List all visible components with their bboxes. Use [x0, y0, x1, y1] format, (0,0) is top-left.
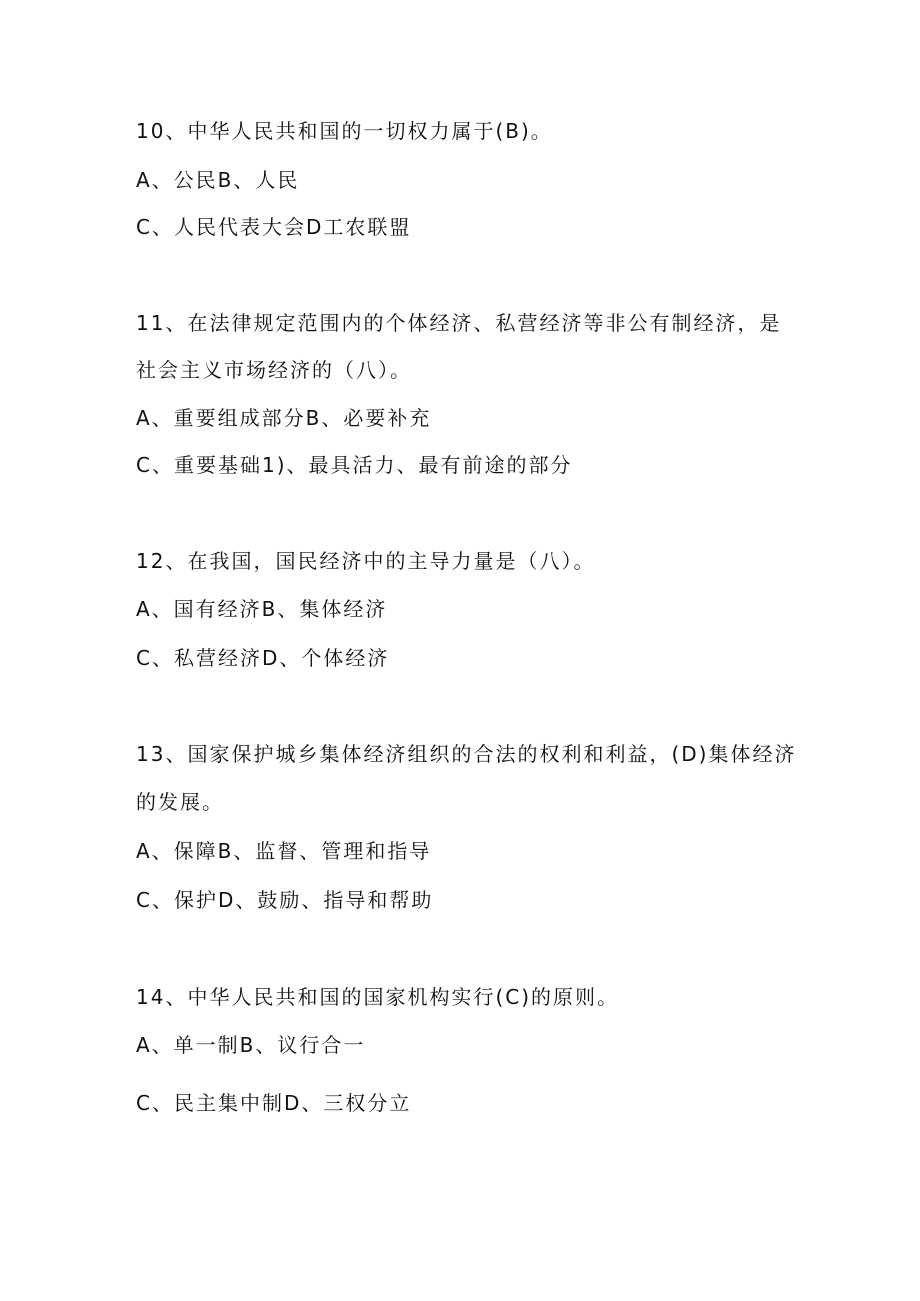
question-12-option-cd: C、私营经济D、个体经济	[136, 646, 390, 670]
question-10-stem: 10、中华人民共和国的一切权力属于(B)。	[136, 119, 553, 143]
question-10-option-ab: A、公民B、人民	[136, 168, 300, 192]
question-14-stem: 14、中华人民共和国的国家机构实行(C)的原则。	[136, 985, 620, 1009]
question-13-option-cd: C、保护D、鼓励、指导和帮助	[136, 888, 434, 912]
question-12-stem: 12、在我国，国民经济中的主导力量是（八）。	[136, 549, 596, 573]
question-14-option-cd: C、民主集中制D、三权分立	[136, 1091, 412, 1115]
question-11-stem-line-2: 社会主义市场经济的（八）。	[136, 358, 412, 382]
question-11-option-cd: C、重要基础1)、最具活力、最有前途的部分	[136, 453, 573, 477]
question-11-option-ab: A、重要组成部分B、必要补充	[136, 406, 432, 430]
question-13-stem-line-1: 13、国家保护城乡集体经济组织的合法的权利和利益，(D)集体经济	[136, 742, 797, 766]
question-11-stem-line-1: 11、在法律规定范围内的个体经济、私营经济等非公有制经济，是	[136, 311, 782, 335]
question-13-stem-line-2: 的发展。	[136, 790, 224, 814]
question-14-option-ab: A、单一制B、议行合一	[136, 1033, 366, 1057]
question-13-option-ab: A、保障B、监督、管理和指导	[136, 839, 432, 863]
question-12-option-ab: A、国有经济B、集体经济	[136, 597, 388, 621]
question-10-option-cd: C、人民代表大会D工农联盟	[136, 215, 412, 239]
